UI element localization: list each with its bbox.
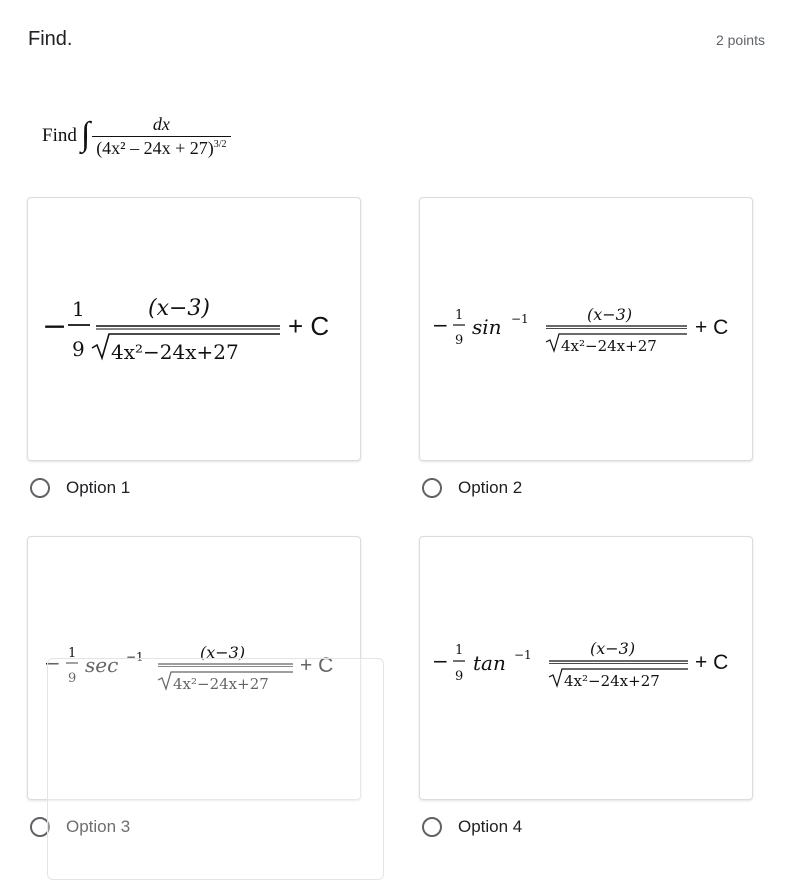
question-prefix: Find [42,125,77,146]
formula-numerator: (x−3) [587,305,633,324]
question-body [42,112,231,160]
coef-numerator: 1 [68,646,77,661]
coef-denominator: 9 [455,333,464,348]
coef-numerator: 1 [455,643,464,658]
plus-c: + C [695,651,729,674]
option-2-image-card [419,197,753,461]
formula-numerator: (x−3) [200,643,246,662]
coef-denominator: 9 [455,669,464,684]
option-4-label: Option 4 [458,817,523,836]
formula-numerator: (x−3) [590,639,636,658]
plus-c: + C [695,316,729,339]
coef-sign: − [432,313,449,337]
inverse-exponent: −1 [514,648,532,662]
coef-numerator: 1 [455,308,464,323]
coef-sign: − [42,309,68,344]
option-2-formula [420,198,754,462]
option-4-image-card [419,536,753,800]
integrand-denominator [92,136,230,159]
integrand-numerator: dx [152,113,170,134]
overlay-panel-outline [47,658,384,880]
coef-denominator: 9 [72,337,85,361]
coef-sign: − [432,649,449,673]
integrand-fraction [92,114,230,159]
radicand: 4x²−24x+27 [561,337,657,355]
denominator-exponent: 3/2 [213,138,227,150]
option-3-label: Option 3 [66,817,131,836]
inverse-exponent: −1 [126,650,144,664]
option-1-radio[interactable] [30,478,50,498]
option-1-label: Option 1 [66,478,131,497]
inverse-function: sec [85,653,119,677]
option-1-image-card [27,197,361,461]
option-4-choice[interactable] [422,817,522,837]
integral-sign: ∫ [80,116,91,153]
denominator-base: (4x² – 24x + 27) [96,137,214,158]
formula-numerator: (x−3) [148,296,211,321]
coef-numerator: 1 [72,297,85,321]
option-4-formula [420,537,754,801]
radicand: 4x²−24x+27 [564,672,660,690]
inverse-function: tan [473,651,506,675]
radicand: 4x²−24x+27 [173,675,269,693]
question-title: Find. [28,28,73,50]
option-2-choice[interactable] [422,478,522,498]
coef-denominator: 9 [68,671,77,686]
inverse-exponent: −1 [511,312,529,326]
option-1-formula [28,198,362,462]
coef-sign: − [44,651,61,675]
plus-c: + C [288,311,330,341]
option-2-label: Option 2 [458,478,523,497]
option-2-radio[interactable] [422,478,442,498]
plus-c: + C [300,654,334,677]
option-1-choice[interactable] [30,478,130,498]
inverse-function: sin [472,315,502,339]
radicand: 4x²−24x+27 [111,340,239,364]
points-label: 2 points [715,32,765,48]
option-4-radio[interactable] [422,817,442,837]
